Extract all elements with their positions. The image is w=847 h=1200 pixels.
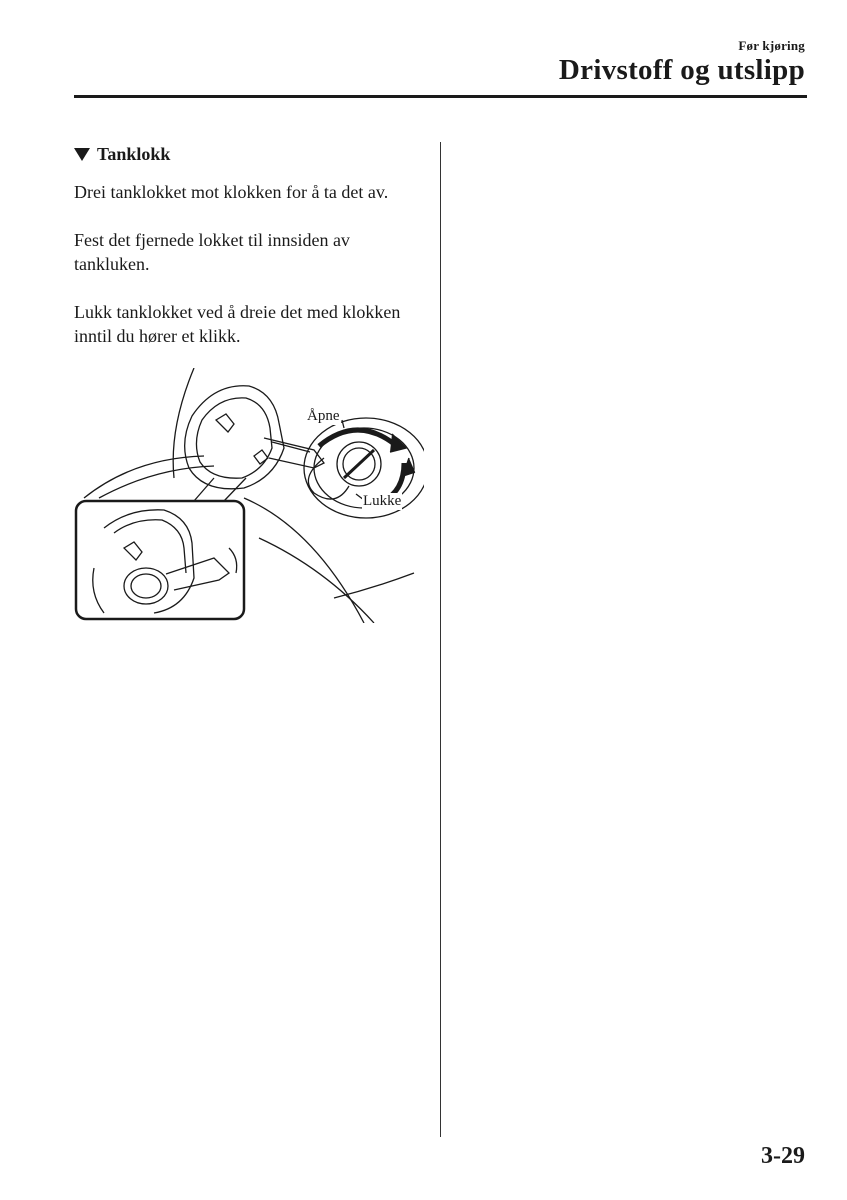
- page-number: 3-29: [761, 1143, 805, 1169]
- triangle-down-icon: [74, 148, 90, 161]
- chapter-label: Før kjøring: [738, 38, 805, 53]
- fuel-cap-illustration: [74, 368, 424, 623]
- close-label: Lukke: [363, 493, 402, 509]
- column-divider: [440, 142, 441, 1137]
- paragraph-remove-cap: Drei tanklokket mot klokken for å ta det av.: [74, 182, 389, 202]
- section-heading: [74, 144, 170, 165]
- paragraph-attach-cap: Fest det fjernede lokket til innsiden av tankluken.: [74, 230, 350, 274]
- paragraph-close-cap: Lukk tanklokket ved å dreie det med klokken inntil du hører et klikk.: [74, 302, 401, 346]
- page-title: Drivstoff og utslipp: [558, 54, 805, 86]
- open-label: Åpne: [307, 408, 340, 424]
- header-rule: [74, 95, 807, 98]
- section-heading-text: Tanklokk: [97, 144, 171, 164]
